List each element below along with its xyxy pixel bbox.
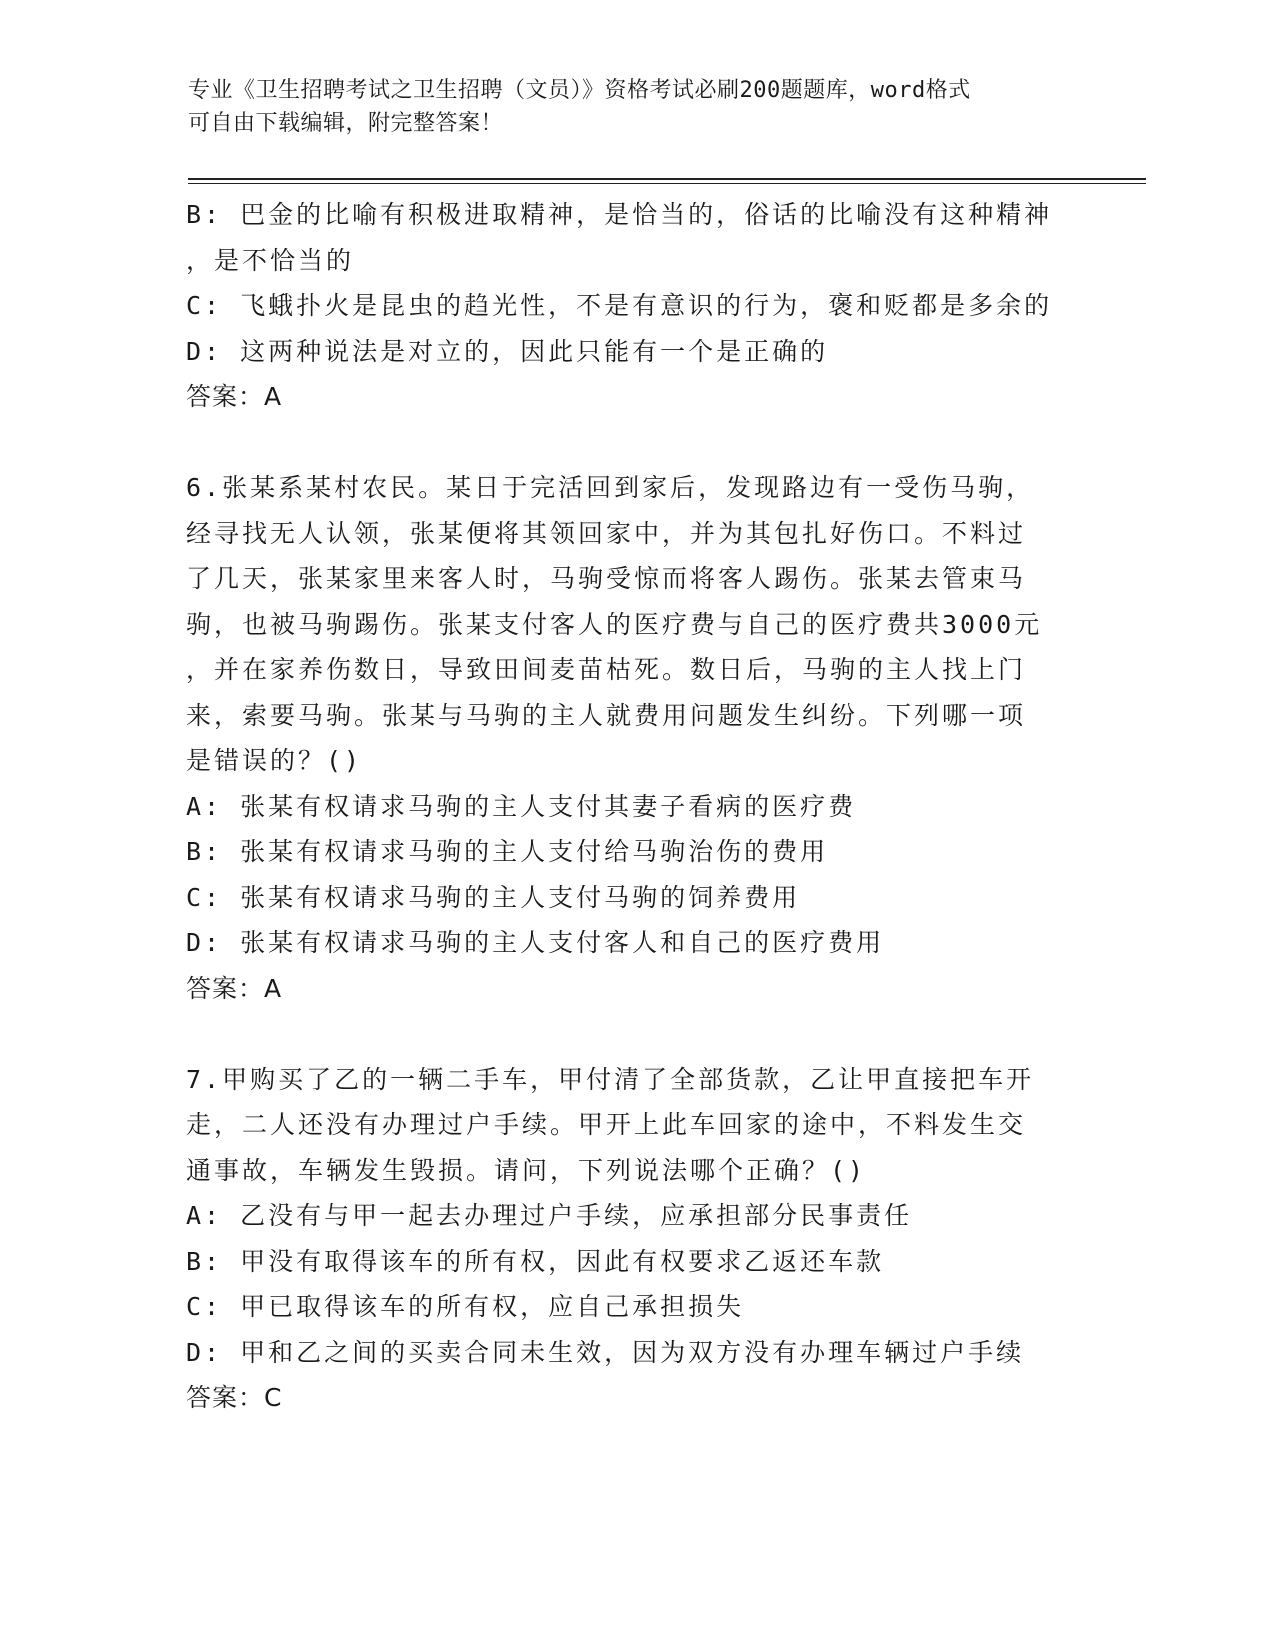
option-b: B: 张某有权请求马驹的主人支付给马驹治伤的费用 <box>186 837 829 866</box>
question-7 <box>186 1057 1086 1421</box>
spacer <box>186 1011 1086 1057</box>
answer: 答案：A <box>186 382 283 411</box>
option-c: C: 飞蛾扑火是昆虫的趋光性，不是有意识的行为，褒和贬都是多余的 <box>186 291 1053 320</box>
document-header <box>188 74 1068 140</box>
answer: 答案：C <box>186 1383 283 1412</box>
question-stem-line: 经寻找无人认领，张某便将其领回家中，并为其包扎好伤口。不料过 <box>186 518 1027 548</box>
option-b-line-1: B: 巴金的比喻有积极进取精神，是恰当的，俗话的比喻没有这种精神 <box>186 200 1053 229</box>
header-divider-thick <box>188 178 1146 180</box>
question-stem-line: 驹，也被马驹踢伤。张某支付客人的医疗费与自己的医疗费共3000元 <box>186 609 1043 639</box>
option-b-line-2: ，是不恰当的 <box>186 245 355 275</box>
option-a: A: 乙没有与甲一起去办理过户手续，应承担部分民事责任 <box>186 1201 913 1230</box>
question-6 <box>186 465 1086 1011</box>
question-stem-line: 是错误的？() <box>186 746 363 775</box>
spacer <box>186 420 1086 466</box>
header-line-2: 可自由下载编辑，附完整答案！ <box>188 111 504 136</box>
question-stem-line: 了几天，张某家里来客人时，马驹受惊而将客人踢伤。张某去管束马 <box>186 564 1027 593</box>
header-line-1: 专业《卫生招聘考试之卫生招聘（文员）》资格考试必刷200题题库，word格式 <box>188 78 971 103</box>
question-stem-line: 通事故，车辆发生毁损。请问，下列说法哪个正确？() <box>186 1155 867 1185</box>
option-b: B: 甲没有取得该车的所有权，因此有权要求乙返还车款 <box>186 1246 885 1276</box>
option-c: C: 甲已取得该车的所有权，应自己承担损失 <box>186 1292 745 1321</box>
question-stem-line: 来，索要马驹。张某与马驹的主人就费用问题发生纠纷。下列哪一项 <box>186 700 1027 730</box>
option-c: C: 张某有权请求马驹的主人支付马驹的饲养费用 <box>186 882 801 912</box>
option-a: A: 张某有权请求马驹的主人支付其妻子看病的医疗费 <box>186 791 857 821</box>
question-stem-line: 6.张某系某村农民。某日于完活回到家后，发现路边有一受伤马驹， <box>186 473 1035 502</box>
header-divider-thin <box>188 183 1146 184</box>
option-d: D: 这两种说法是对立的，因此只能有一个是正确的 <box>186 336 829 366</box>
question-5-continuation <box>186 192 1086 420</box>
answer: 答案：A <box>186 973 283 1003</box>
question-stem-line: ，并在家养伤数日，导致田间麦苗枯死。数日后，马驹的主人找上门 <box>186 655 1027 684</box>
document-body <box>186 192 1086 1421</box>
question-stem-line: 走，二人还没有办理过户手续。甲开上此车回家的途中，不料发生交 <box>186 1110 1027 1139</box>
option-d: D: 甲和乙之间的买卖合同未生效，因为双方没有办理车辆过户手续 <box>186 1337 1025 1367</box>
question-stem-line: 7.甲购买了乙的一辆二手车，甲付清了全部货款，乙让甲直接把车开 <box>186 1064 1035 1094</box>
option-d: D: 张某有权请求马驹的主人支付客人和自己的医疗费用 <box>186 928 885 957</box>
